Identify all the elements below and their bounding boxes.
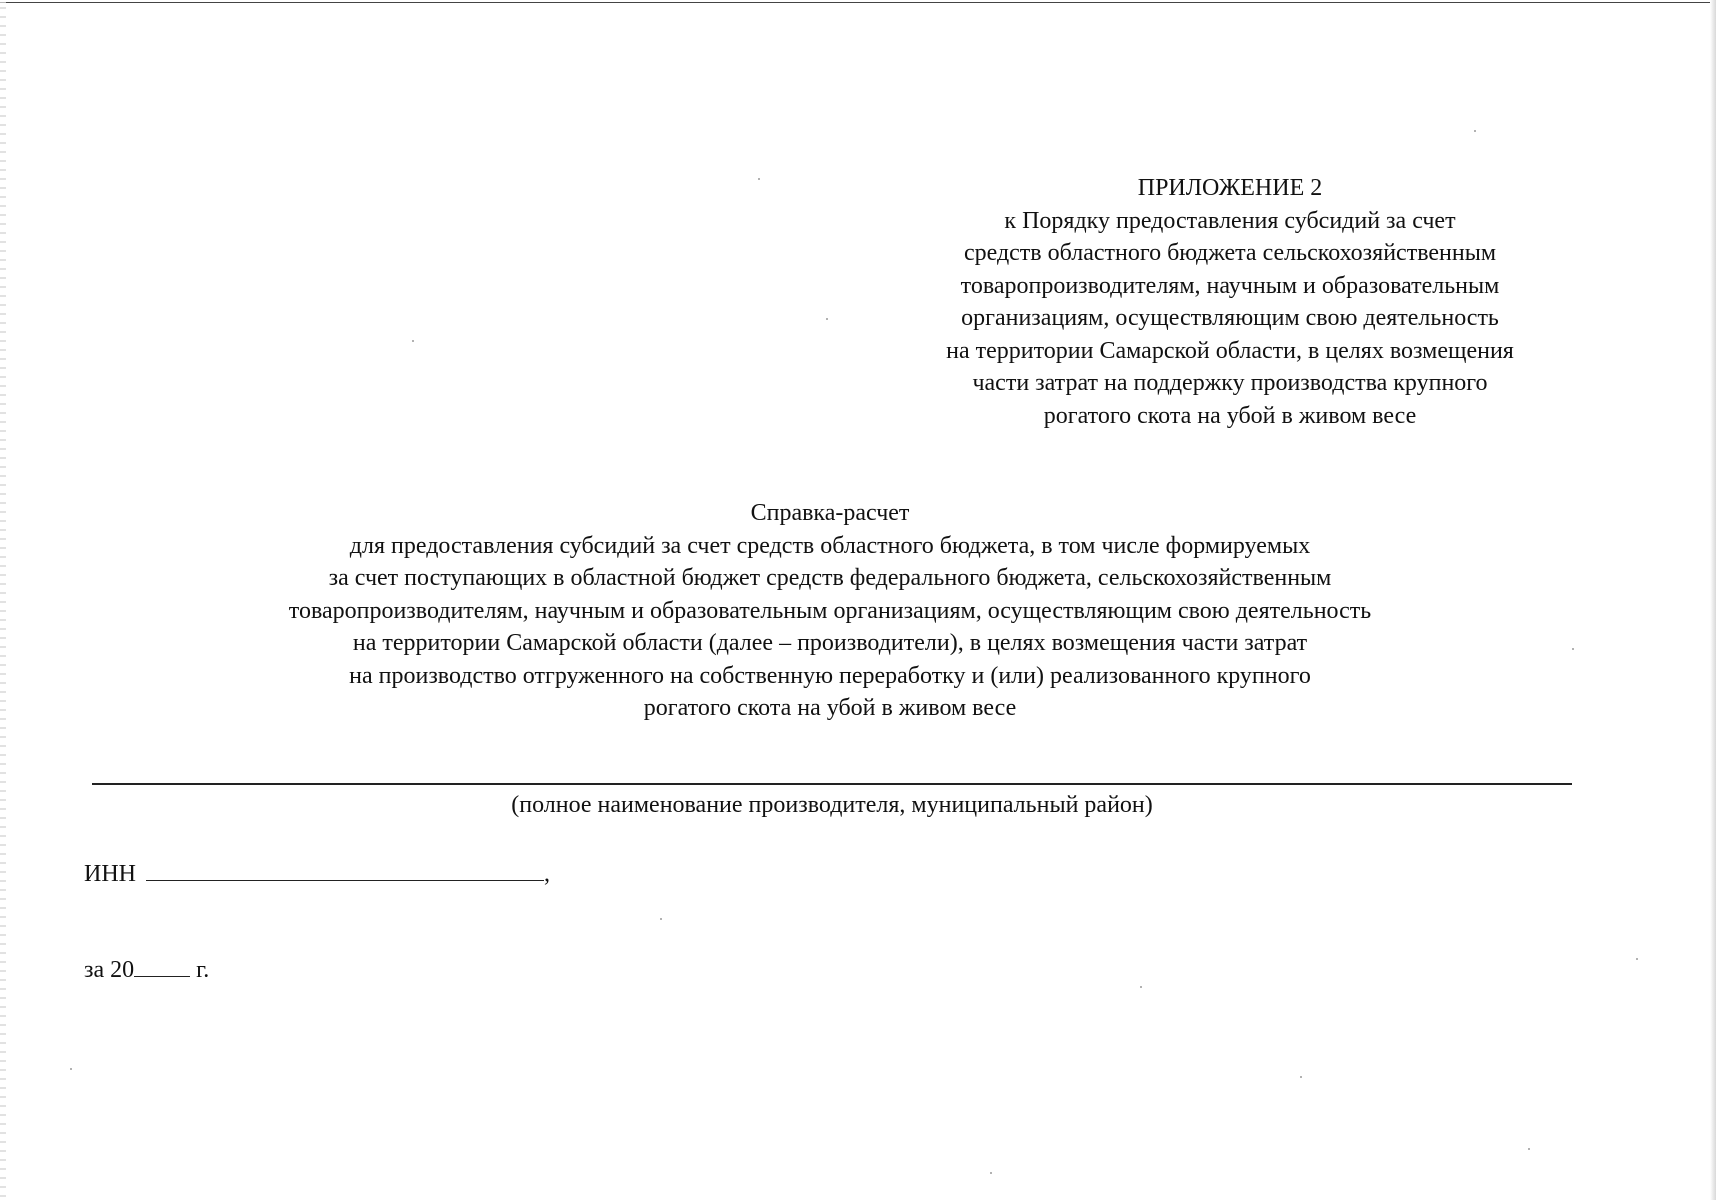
producer-name-caption: (полное наименование производителя, муниципальный район) [511, 792, 1153, 818]
inn-suffix: , [544, 861, 550, 887]
scan-speck [1528, 1148, 1530, 1150]
year-row [84, 952, 209, 986]
document-subtitle-line: на производство отгруженного на собственную переработку и (или) реализованного крупного [349, 662, 1311, 689]
year-suffix: г. [196, 957, 210, 983]
scan-speck [758, 178, 760, 180]
scan-speck [1474, 130, 1476, 132]
appendix-line: части затрат на поддержку производства крупного [972, 370, 1488, 396]
appendix-line: на территории Самарской области, в целях возмещения [946, 337, 1514, 364]
document-subtitle-line: рогатого скота на убой в живом весе [643, 695, 1017, 721]
scan-speck [70, 1068, 72, 1070]
scan-speck [826, 318, 828, 320]
scan-right-edge [1710, 0, 1716, 1200]
scan-speck [1140, 986, 1142, 988]
appendix-block [870, 172, 1590, 432]
inn-label: ИНН [84, 861, 136, 887]
appendix-line: к Порядку предоставления субсидий за счет [1004, 207, 1456, 234]
producer-name-blank[interactable] [92, 783, 1572, 785]
year-blank[interactable] [134, 952, 190, 977]
document-subtitle-line: за счет поступающих в областной бюджет средств федерального бюджета, сельскохозяйственным [328, 565, 1332, 591]
inn-blank[interactable] [146, 854, 544, 881]
document-subtitle-line: товаропроизводителям, научным и образовательным организациям, осуществляющим свою деятельность [288, 597, 1372, 624]
document-subtitle-line: на территории Самарской области (далее – производители), в целях возмещения части затрат [352, 630, 1308, 656]
scan-speck [412, 340, 414, 342]
appendix-heading: ПРИЛОЖЕНИЕ 2 [1137, 175, 1323, 201]
appendix-line: организациям, осуществляющим свою деятельность [961, 305, 1499, 331]
year-prefix: за 20 [84, 957, 135, 983]
scan-speck [1572, 648, 1574, 650]
scan-speck [990, 1172, 992, 1174]
document-subtitle-line: для предоставления субсидий за счет средств областного бюджета, в том числе формируемых [349, 532, 1311, 559]
appendix-line: средств областного бюджета сельскохозяйственным [963, 240, 1497, 266]
appendix-line: рогатого скота на убой в живом весе [1043, 402, 1417, 429]
appendix-line: товаропроизводителям, научным и образовательным [960, 272, 1500, 299]
scan-speck [1636, 958, 1638, 960]
scan-speck [1300, 1076, 1302, 1078]
document-title: Справка-расчет [750, 500, 910, 526]
scan-speck [660, 918, 662, 920]
scan-left-edge [0, 0, 6, 1200]
document-title-block [120, 497, 1540, 725]
scan-top-edge [0, 2, 1716, 3]
inn-row [84, 854, 550, 890]
